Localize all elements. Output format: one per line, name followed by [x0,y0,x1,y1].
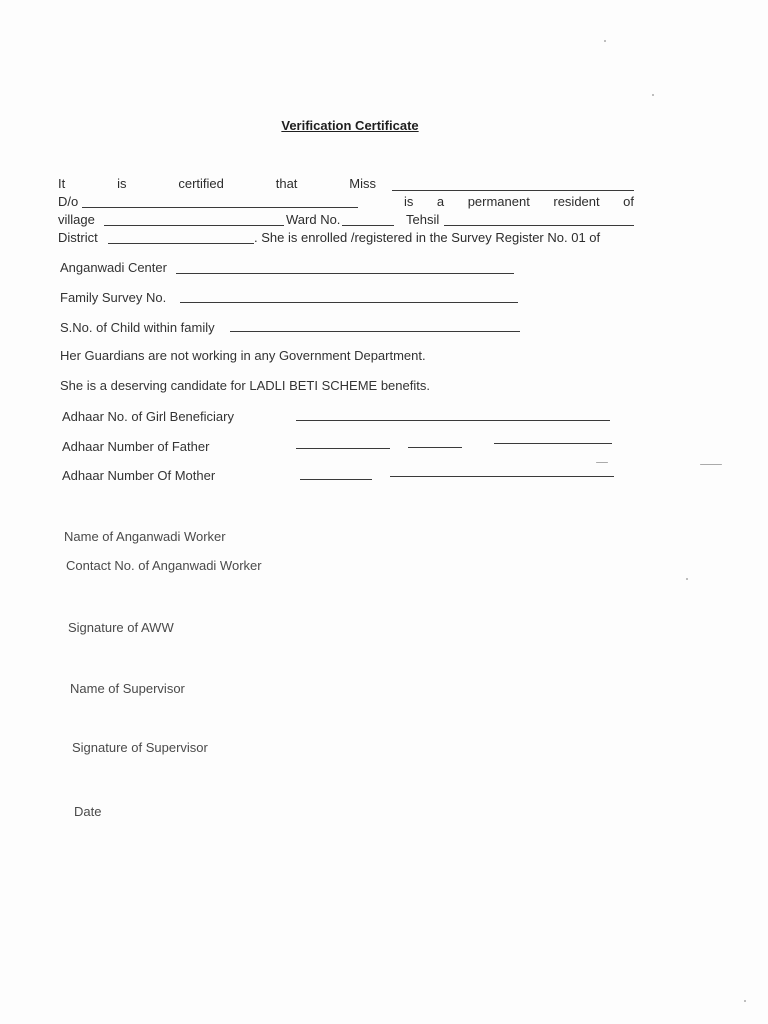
aww-signature-label: Signature of AWW [68,620,174,635]
scan-speck [686,578,688,580]
word-certified: certified [178,176,224,191]
anganwadi-center-blank [176,273,514,274]
scan-speck [596,462,608,463]
aww-name-label: Name of Anganwadi Worker [64,529,226,544]
certify-line-2 [404,194,634,209]
word-permanent: permanent [467,194,530,209]
word-that: that [275,176,298,191]
tehsil-label: Tehsil [406,212,440,227]
district-label: District [58,230,98,245]
aadhaar-father-blank-2 [408,447,462,448]
ward-blank [342,225,394,226]
deserving-statement: She is a deserving candidate for LADLI BETI SCHEME benefits. [60,378,430,393]
miss-name-blank [392,190,634,191]
word-resident: resident [553,194,600,209]
supervisor-name-label: Name of Supervisor [70,681,185,696]
child-sno-blank [230,331,520,332]
aadhaar-mother-blank-2 [390,476,614,477]
enrolled-text: . She is enrolled /registered in the Survey Register No. 01 of [254,230,601,245]
district-blank [108,243,254,244]
family-survey-label: Family Survey No. [60,290,167,305]
date-label: Date [74,804,102,819]
aadhaar-father-blank-3 [494,443,612,444]
tehsil-blank [444,225,634,226]
scan-speck [700,464,722,465]
family-survey-blank [180,302,518,303]
child-sno-label: S.No. of Child within family [60,320,215,335]
village-label: village [58,212,95,227]
word-a: a [436,194,445,209]
aadhaar-mother-blank-1 [300,479,372,480]
scan-speck [604,40,606,42]
anganwadi-center-label: Anganwadi Center [60,260,167,275]
aadhaar-girl-blank [296,420,610,421]
scan-speck [744,1000,746,1002]
document-title: Verification Certificate [281,118,419,133]
aadhaar-father-blank-1 [296,448,390,449]
aww-contact-label: Contact No. of Anganwadi Worker [66,558,262,573]
scan-speck [652,94,654,96]
guardians-statement: Her Guardians are not working in any Government Department. [60,348,426,363]
word-is-2: is [404,194,414,209]
village-blank [104,225,284,226]
aadhaar-mother-label: Adhaar Number Of Mother [62,468,216,483]
word-is: is [117,176,127,191]
supervisor-signature-label: Signature of Supervisor [72,740,208,755]
word-it: It [58,176,66,191]
word-miss: Miss [349,176,376,191]
word-of: of [623,194,634,209]
ward-label: Ward No. [286,212,341,227]
do-label: D/o [58,194,79,209]
do-name-blank [82,207,358,208]
aadhaar-father-label: Adhaar Number of Father [62,439,210,454]
aadhaar-girl-label: Adhaar No. of Girl Beneficiary [62,409,234,424]
certify-line-1 [58,176,376,191]
